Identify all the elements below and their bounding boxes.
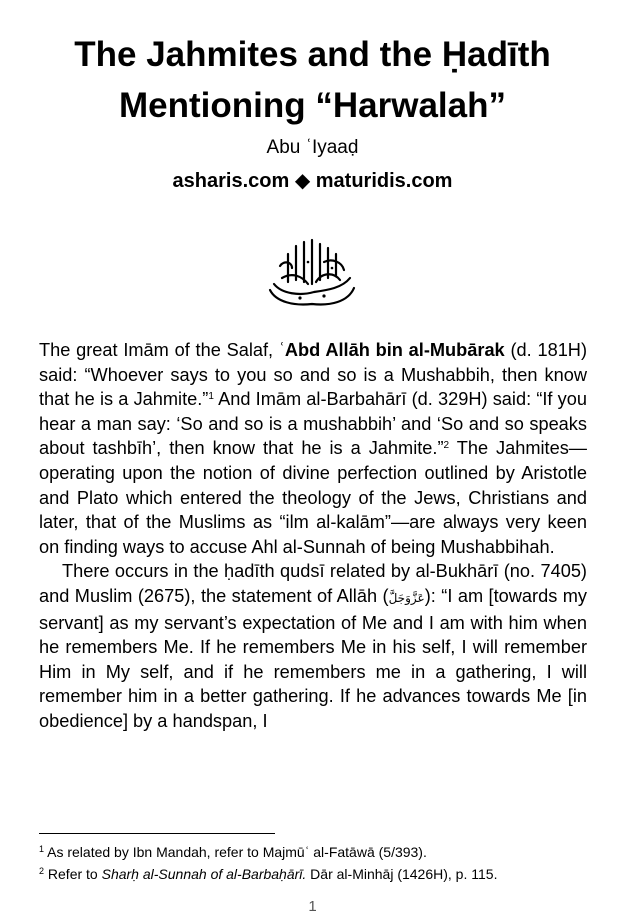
site-link-asharis[interactable]: asharis.com xyxy=(172,170,290,192)
paragraph-1: The great Imām of the Salaf, ʿAbd Allāh bin al-Mubārak (d. 181H) said: “Whoever says to you so and so is a Mushabbih, then know that he is a Jahmite.”$^1$ And Imām al-Barbahārī (d. 329H) said: “If you hear a man say: ‘So and so is a mushabbih’ and ‘So and so speaks about tashbīh’, then know that he is a Jahmite.”$^2$ The Jahmites—operating upon the notion of divine perfection outlined by Aristotle and Plato which entered the theology of the Jews, Christians and later, that of the Muslims as “ilm al-kalām”—are always very keen on finding ways to accuse Ahl al-Sunnah of being Mushabbihah. xyxy=(39,340,587,557)
book-title: Sharḥ al-Sunnah of al-Barbaḥārī. xyxy=(101,866,307,882)
footnote-2: $^2$ Refer to Sharḥ al-Sunnah of al-Barbaḥārī. Dār al-Minhāj (1426H), p. 115. xyxy=(39,866,498,882)
main-body-text xyxy=(39,338,587,734)
bold-name-ibn-mubarak: Abd Allāh bin al-Mubārak xyxy=(284,340,505,360)
basmalah-calligraphy-icon xyxy=(262,232,362,312)
paragraph-2: There occurs in the ḥadīth qudsī related by al-Bukhārī (no. 7405) and Muslim (2675), the statement of Allāh (عَزَّوَجَلَّ): “I am [towards my servant] as my servant’s expectation of Me and I am with him when he remembers Me. If he remembers Me in his self, I will remember Him in My self, and if he remembers me in a gathering, I will remember him in a better gathering. If he advances towards Me [in obedience] by a handspan, I xyxy=(39,561,587,731)
footnote-1: $^1$ As related by Ibn Mandah, refer to Majmūʿ al-Fatāwā (5/393). xyxy=(39,844,427,860)
document-title: The Jahmites and the Ḥadīth Mentioning “Harwalah” xyxy=(74,35,551,125)
footnotes xyxy=(39,841,599,885)
footnote-ref-1[interactable]: 1 xyxy=(208,391,214,403)
page-number: 1 xyxy=(308,898,317,915)
site-link-maturidis[interactable]: maturidis.com xyxy=(315,170,453,192)
diamond-separator-icon: ◆ xyxy=(294,170,311,192)
footnote-separator xyxy=(39,833,275,834)
arabic-honorific: عَزَّوَجَلَّ xyxy=(388,590,425,605)
author-name: Abu ʿIyaaḍ xyxy=(266,137,359,158)
website-line xyxy=(0,168,625,194)
footnote-ref-2[interactable]: 2 xyxy=(443,440,450,452)
